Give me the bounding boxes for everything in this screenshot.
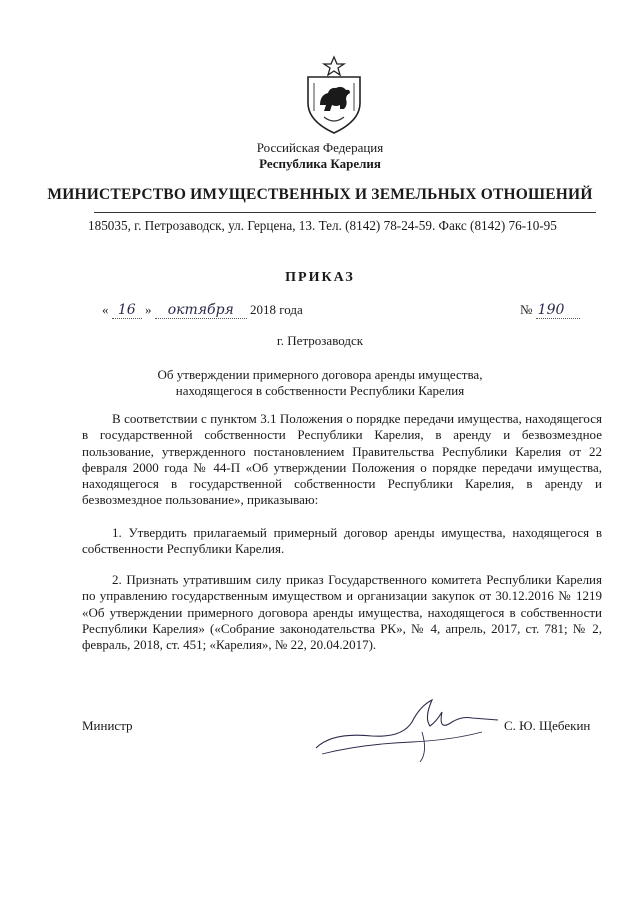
date-day: 16 bbox=[112, 302, 142, 319]
date-open-quote: « bbox=[102, 302, 109, 317]
date-close-quote: » bbox=[145, 302, 152, 317]
handwritten-signature bbox=[312, 692, 502, 764]
subject-line-1: Об утверждении примерного договора аренды имущества, bbox=[157, 367, 483, 382]
document-date bbox=[102, 302, 303, 319]
document-subject bbox=[0, 367, 640, 399]
ministry-address: 185035, г. Петрозаводск, ул. Герцена, 13. Тел. (8142) 78-24-59. Факс (8142) 76-10-95 bbox=[88, 218, 557, 233]
signer-name: С. Ю. Щебекин bbox=[504, 718, 591, 733]
body-paragraph-1: В соответствии с пунктом 3.1 Положения о порядке передачи имущества, находящегося в государственной собственности Республики Карелия, в аренду и безвозмездное пользование, утвержденного постановлением Правительства Республики Карелия от 22 февраля 2000 года № 44-П «Об утверждении Положения о порядке передачи имущества, находящегося в государственной собственности Республики Карелия, в аренду и безвозмездное пользование», приказываю: bbox=[82, 411, 602, 508]
body-paragraph-3: 2. Признать утратившим силу приказ Государственного комитета Республики Карелия по управлению государственным имуществом и организации закупок от 30.12.2016 № 1219 «Об утверждении примерного договора аренды имущества, находящегося в собственности Республики Карелия» («Собрание законодательства РК», № 4, апрель, 2017, ст. 781; № 2, февраль, 2018, ст. 451; «Карелия», № 22, 20.04.2017). bbox=[82, 572, 602, 653]
number-value: 190 bbox=[536, 302, 580, 319]
number-prefix: № bbox=[520, 302, 533, 317]
subject-line-2: находящегося в собственности Республики Карелия bbox=[175, 383, 465, 398]
republic-name: Республика Карелия bbox=[259, 156, 381, 171]
body-paragraph-2: 1. Утвердить прилагаемый примерный договор аренды имущества, находящегося в собственности Республики Карелия. bbox=[82, 525, 602, 557]
header-divider bbox=[94, 212, 596, 213]
document-city: г. Петрозаводск bbox=[276, 333, 364, 348]
country-name: Российская Федерация bbox=[256, 140, 384, 155]
ministry-name: МИНИСТЕРСТВО ИМУЩЕСТВЕННЫХ И ЗЕМЕЛЬНЫХ ОТНОШЕНИЙ bbox=[47, 186, 593, 203]
document-type: ПРИКАЗ bbox=[285, 270, 355, 285]
signer-title: Министр bbox=[82, 718, 133, 733]
date-month: октября bbox=[155, 302, 247, 319]
document-number bbox=[520, 302, 580, 319]
date-year: 2018 года bbox=[250, 302, 303, 317]
coat-of-arms-icon bbox=[302, 55, 366, 135]
